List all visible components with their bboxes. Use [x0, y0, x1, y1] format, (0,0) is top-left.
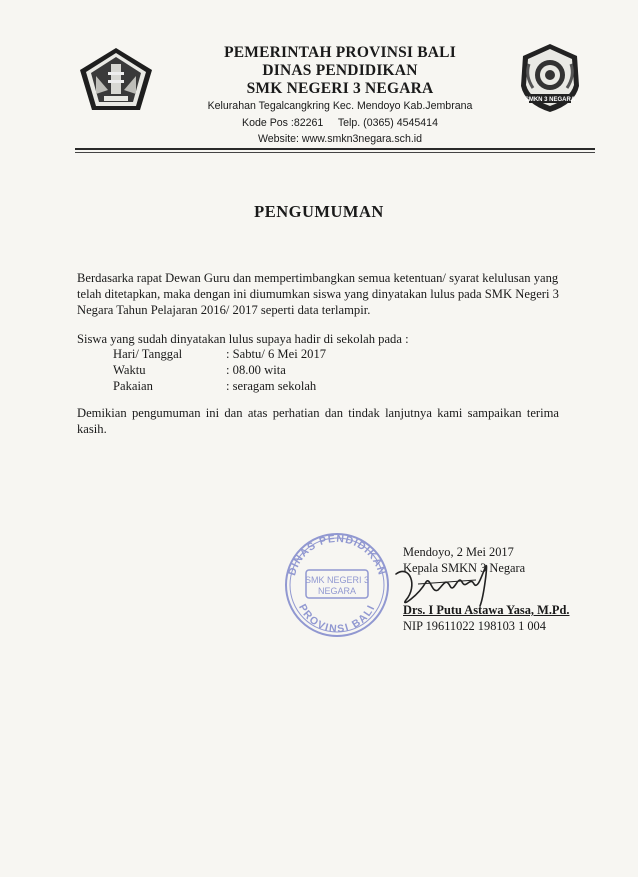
- letterhead-rule-thin: [75, 152, 595, 153]
- letterhead-government: PEMERINTAH PROVINSI BALI: [224, 44, 456, 61]
- signature-place-date: Mendoyo, 2 Mei 2017: [403, 545, 514, 559]
- signature-position: Kepala SMKN 3 Negara: [403, 561, 526, 575]
- stamp-center-line1: SMK NEGERI 3: [304, 575, 370, 585]
- detail-value-attire: : seragam sekolah: [226, 379, 317, 393]
- stamp-bottom-text: PROVINSI BALI: [296, 602, 378, 636]
- signatory-nip: NIP 19611022 198103 1 004: [403, 619, 546, 633]
- document-title: PENGUMUMAN: [254, 202, 384, 221]
- letterhead-contact: Kode Pos :82261 Telp. (0365) 4545414: [242, 117, 438, 129]
- detail-value-time: : 08.00 wita: [226, 363, 286, 377]
- body-paragraph-1: Berdasarka rapat Dewan Guru dan mempertimbangkan semua ketentuan/ syarat kelulusan yang telah ditetapkan, maka dengan ini diumumkan siswa yang dinyatakan lulus pada SMK Negeri 3 Negara Tahun Pelajaran 2016/ 2017 seperti data terlampir.: [77, 271, 559, 317]
- detail-label-date: Hari/ Tanggal: [113, 347, 183, 361]
- stamp-center-line2: NEGARA: [317, 586, 357, 596]
- school-emblem-text: SMKN 3 NEGARA: [524, 97, 576, 103]
- letterhead-department: DINAS PENDIDIKAN: [262, 62, 418, 79]
- stamp-top-text: DINAS PENDIDIKAN: [286, 532, 388, 578]
- letterhead-website: Website: www.smkn3negara.sch.id: [257, 133, 423, 145]
- body-paragraph-closing: Demikian pengumuman ini dan atas perhatian dan tindak lanjutnya kami sampaikan terima kasih.: [77, 406, 559, 436]
- letterhead-rule: [75, 148, 595, 150]
- letterhead-school: SMK NEGERI 3 NEGARA: [246, 80, 434, 97]
- bali-province-emblem-icon: [78, 46, 154, 112]
- official-stamp: [282, 525, 392, 640]
- detail-label-attire: Pakaian: [113, 379, 153, 393]
- signatory-name: Drs. I Putu Astawa Yasa, M.Pd.: [403, 603, 570, 617]
- svg-text:PROVINSI BALI: [296, 602, 378, 635]
- school-emblem-icon: [515, 42, 585, 114]
- letterhead-address: Kelurahan Tegalcangkring Kec. Mendoyo Kab.Jembrana: [207, 100, 473, 112]
- body-paragraph-2: Siswa yang sudah dinyatakan lulus supaya hadir di sekolah pada :: [77, 332, 409, 346]
- detail-label-time: Waktu: [113, 363, 146, 377]
- detail-value-date: : Sabtu/ 6 Mei 2017: [226, 347, 327, 361]
